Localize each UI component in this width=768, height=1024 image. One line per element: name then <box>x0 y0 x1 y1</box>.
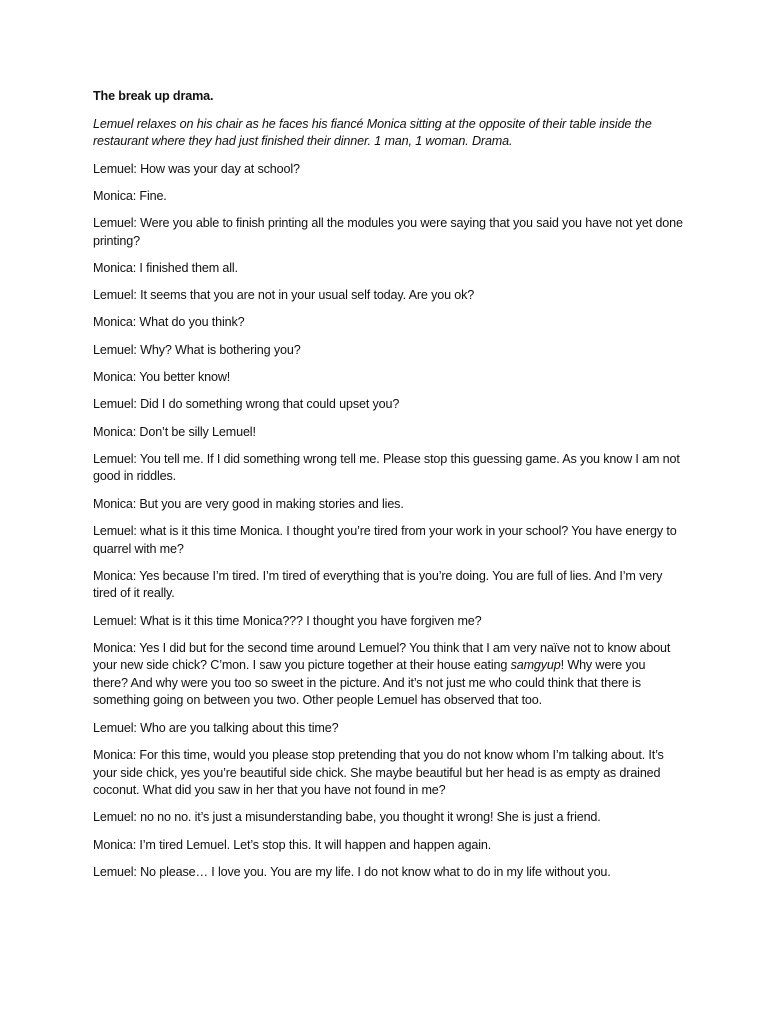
dialogue-line <box>93 188 683 206</box>
speaker-name: Monica : <box>93 641 139 655</box>
speaker-name: Monica : <box>93 569 139 583</box>
dialogue-text: Fine. <box>139 188 167 203</box>
dialogue-line <box>93 496 683 514</box>
dialogue-line <box>93 640 683 710</box>
dialogue-text: What is it this time Monica??? I thought you have forgiven me? <box>140 613 482 628</box>
dialogue-text: Did I do something wrong that could upset you? <box>140 397 400 412</box>
speaker-name: Lemuel : <box>93 524 140 538</box>
dialogue-text: no no no. it’s just a misunderstanding babe, you thought it wrong! She is just a friend. <box>140 810 601 825</box>
dialogue-text: What do you think? <box>139 315 245 330</box>
dialogue-text: How was your day at school? <box>140 161 300 176</box>
speaker-name: Lemuel : <box>93 162 140 176</box>
document-title: The break up drama. <box>93 89 214 103</box>
dialogue-text: what is it this time Monica. I thought you’re tired from your work in your school? You have energy to quarrel with me? <box>93 524 677 556</box>
dialogue-text: You tell me. If I did something wrong tell me. Please stop this guessing game. As you know I am not good in riddles. <box>93 451 680 484</box>
speaker-name: Lemuel : <box>93 216 140 230</box>
dialogue-text: I finished them all. <box>139 260 238 275</box>
speaker-name: Lemuel : <box>93 865 140 879</box>
dialogue-line <box>93 314 683 332</box>
dialogue-text: But you are very good in making stories and lies. <box>139 496 404 511</box>
dialogue-text: No please… I love you. You are my life. I do not know what to do in my life without you. <box>140 864 611 879</box>
speaker-name: Lemuel : <box>93 397 140 411</box>
script-page <box>93 88 683 891</box>
speaker-name: Monica : <box>93 189 139 203</box>
dialogue-line <box>93 809 683 827</box>
speaker-name: Monica : <box>93 497 139 511</box>
speaker-name: Monica : <box>93 748 139 762</box>
dialogue-line <box>93 396 683 414</box>
dialogue-text-part: ! Why were you there? And why were you too so sweet in the picture. And it’s not just me who could think that there is something going on between you two. Other people Lemuel has observed that too. <box>93 658 646 708</box>
dialogue-text: Yes because I’m tired. I’m tired of everything that is you’re doing. You are full of lies. And I’m very tired of it really. <box>93 568 663 601</box>
speaker-name: Lemuel : <box>93 343 140 357</box>
dialogue-text: Were you able to finish printing all the modules you were saying that you said you have not yet done printing? <box>93 216 683 248</box>
dialogue-line <box>93 342 683 360</box>
dialogue-line <box>93 161 683 179</box>
speaker-name: Monica : <box>93 370 139 384</box>
speaker-name: Monica : <box>93 838 139 852</box>
dialogue-text: I’m tired Lemuel. Let’s stop this. It will happen and happen again. <box>139 837 492 852</box>
dialogue-line <box>93 523 683 558</box>
dialogue-line <box>93 287 683 305</box>
speaker-name: Lemuel : <box>93 721 140 735</box>
dialogue-line <box>93 369 683 387</box>
dialogue-line <box>93 215 683 250</box>
dialogue-line <box>93 747 683 800</box>
speaker-name: Lemuel : <box>93 288 140 302</box>
dialogue-text: For this time, would you please stop pretending that you do not know whom I’m talking about. It’s your side chick, yes you’re beautiful side chick. She maybe beautiful but her head is as empty as drained coconut. What did you saw in her that you have not found in me? <box>93 748 664 798</box>
dialogue-text: Why? What is bothering you? <box>140 342 301 357</box>
dialogue-text: Who are you talking about this time? <box>140 720 339 735</box>
dialogue-line <box>93 451 683 486</box>
stage-direction: Lemuel relaxes on his chair as he faces his fiancé Monica sitting at the opposite of their table inside the restaurant where they had just finished their dinner. 1 man, 1 woman. Drama. <box>93 116 652 148</box>
dialogue-text-part: Yes I did but for the second time around Lemuel? You think that I am very naïve not to know about your new side chick? C’mon. I saw you picture together at their house eating <box>93 640 671 673</box>
dialogue-text: You better know! <box>139 370 231 385</box>
dialogue-line <box>93 864 683 882</box>
dialogue-text: It seems that you are not in your usual self today. Are you ok? <box>140 288 475 303</box>
dialogue-line <box>93 424 683 442</box>
speaker-name: Lemuel : <box>93 614 140 628</box>
dialogue-line <box>93 720 683 738</box>
emphasized-word: samgyup <box>510 658 561 673</box>
dialogue-text: Don’t be silly Lemuel! <box>139 424 256 439</box>
dialogue-line <box>93 260 683 278</box>
speaker-name: Monica : <box>93 425 139 439</box>
dialogue-line <box>93 568 683 603</box>
speaker-name: Lemuel : <box>93 810 140 824</box>
dialogue-line <box>93 613 683 631</box>
dialogue-line <box>93 837 683 855</box>
speaker-name: Monica : <box>93 315 139 329</box>
speaker-name: Monica : <box>93 261 139 275</box>
speaker-name: Lemuel : <box>93 452 140 466</box>
